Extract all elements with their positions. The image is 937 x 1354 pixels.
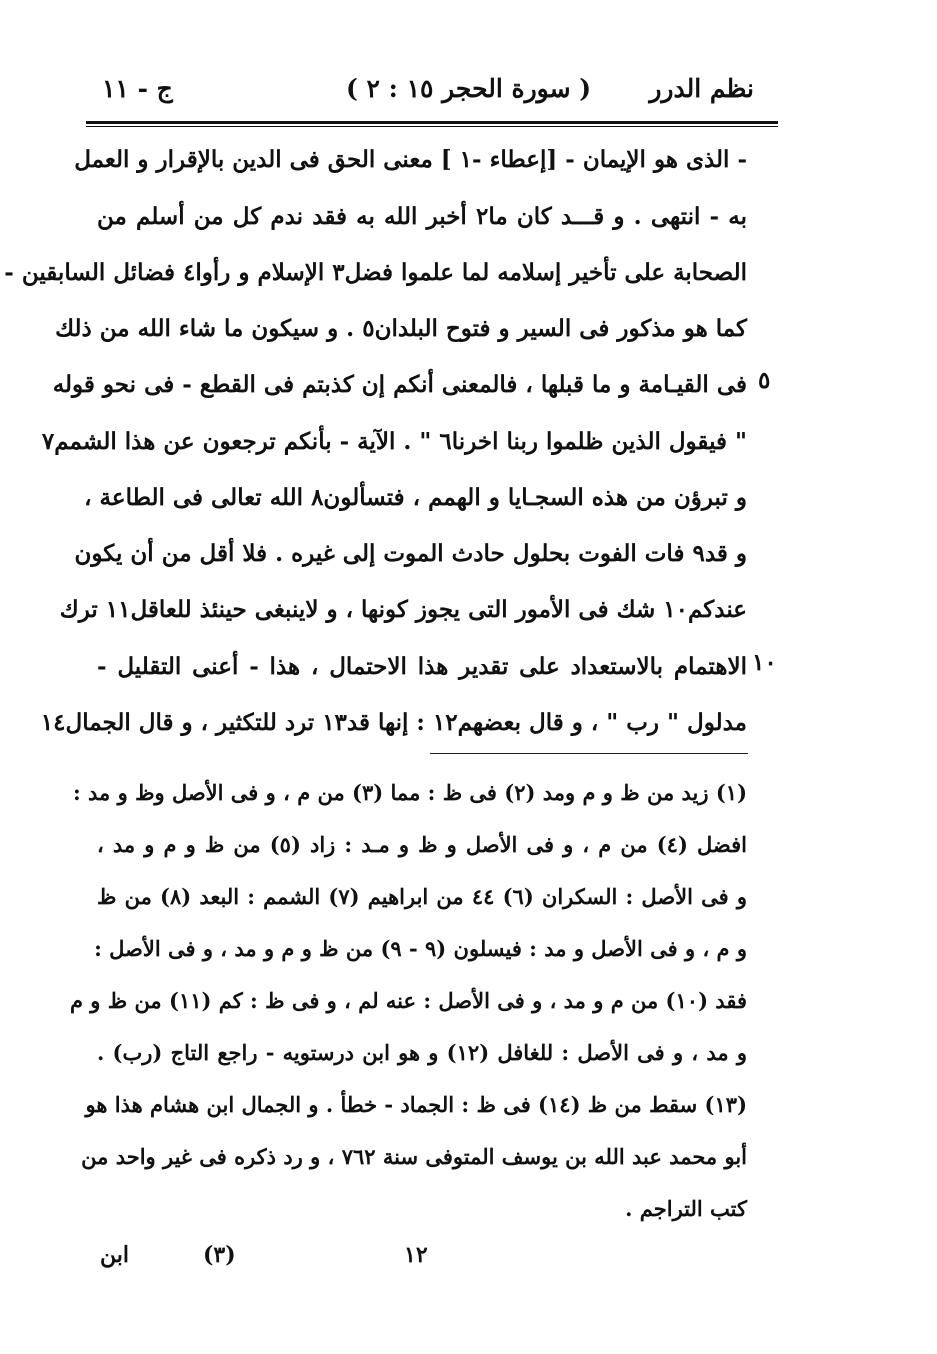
text-line: - الذى هو الإيمان - [إعطاء -١ ] معنى الحق فى الدين بالإقرار و العمل [74,146,747,173]
signature-mark: (٣) [203,1242,236,1268]
text-line: مدلول " رب " ، و قال بعضهم١٢ : إنها قد١٣ ترد للتكثير ، و قال الجمال١٤ [40,709,747,736]
footnote-line: و مد ، و فى الأصل : للغافل (١٢) و هو ابن درستويه - راجع التاج (رب) . [97,1040,747,1065]
footnote-line: (١٣) سقط من ظ (١٤) فى ظ : الجماد - خطأ . و الجمال ابن هشام هذا هو [85,1092,747,1117]
footnote-line: (١) زيد من ظ و م ومد (٢) فى ظ : مما (٣) من م ، و فى الأصل وظ و مد : [72,780,747,805]
footnote-line: و م ، و فى الأصل و مد : فيسلون (٩ - ٩) من ظ و م و مد ، و فى الأصل : [94,936,747,961]
running-title: نظم الدرر [649,74,754,103]
text-line: الاهتمام بالاستعداد على تقدير هذا الاحتمال ، هذا - أعنى التقليل - [97,653,747,680]
text-line: فى القيـامة و ما قبلها ، فالمعنى أنكم إن كذبتم فى القطع - فى نحو قوله [52,371,747,398]
header-rule-thick [86,121,778,124]
text-line: كما هو مذكور فى السير و فتوح البلدان٥ . و سيكون ما شاء الله من ذلك [55,315,747,342]
footnote-separator [430,753,748,754]
text-line: و تبرؤن من هذه السجـايا و الهمم ، فتسألون٨ الله تعالى فى الطاعة ، [84,484,747,511]
footnote-line: افضل (٤) من م ، و فى الأصل و ظ و مـد : زاد (٥) من ظ و م و مد ، [97,832,747,857]
text-line: الصحابة على تأخير إسلامه لما علموا فضل٣ الإسلام و رأوا٤ فضائل السابقين - [4,259,747,286]
footnote-line: أبو محمد عبد الله بن يوسف المتوفى سنة ٧٦٢ ، و رد ذكره فى غير واحد من [81,1144,747,1169]
text-line: و قد٩ فات الفوت بحلول حادث الموت إلى غيره . فلا أقل من أن يكون [74,540,747,567]
header-rule-thin [86,126,778,127]
footnote-line: و فى الأصل : السكران (٦) ٤٤ من ابراهيم (٧) الشمم : البعد (٨) من ظ [97,884,748,909]
line-number-10: ١٠ [752,649,777,676]
surah-reference: ( سورة الحجر ١٥ : ٢ ) [345,74,592,103]
line-number-5: ٥ [758,367,771,394]
text-line: " فيقول الذين ظلموا ربنا اخرنا٦ " . الآية - بأنكم ترجعون عن هذا الشمم٧ [41,428,747,455]
volume-number: ج - ١١ [102,74,173,103]
text-line: عندكم١٠ شك فى الأمور التى يجوز كونها ، و لاينبغى حينئذ للعاقل١١ ترك [59,596,747,623]
page-number: ١٢ [404,1242,428,1268]
footnote-line: كتب التراجم . [625,1196,747,1221]
catchword: ابن [100,1242,129,1268]
text-line: به - انتهى . و قـــد كان ما٢ أخبر الله به فقد ندم كل من أسلم من [97,203,748,230]
footnote-line: فقد (١٠) من م و مد ، و فى الأصل : عنه لم ، و فى ظ : كم (١١) من ظ و م [69,988,747,1013]
